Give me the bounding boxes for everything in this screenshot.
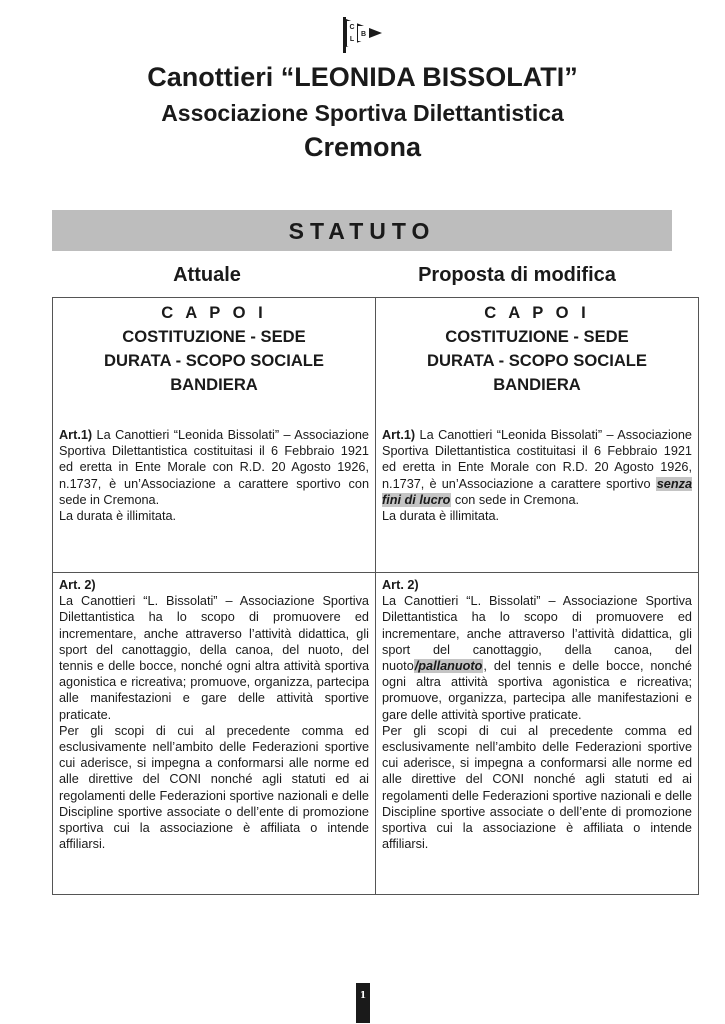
article-number: Art. 2) bbox=[59, 578, 96, 592]
capo-heading-proposal bbox=[382, 301, 692, 397]
article-text: La Canottieri “Leonida Bissolati” – Associazione Sportiva Dilettantistica costituitasi il 6 Febbraio 1921 ed eretta in Ente Morale con R.D. 20 Agosto 1926, n.1737, è un’Associazione a carattere sportivo con sede in Cremona. bbox=[59, 428, 369, 507]
capo-heading-current bbox=[59, 301, 369, 397]
column-header-current: Attuale bbox=[173, 264, 241, 286]
article-1-proposal bbox=[382, 427, 692, 508]
cell-current-art1 bbox=[53, 298, 376, 573]
cell-proposal-art1 bbox=[376, 298, 699, 573]
capo-line: COSTITUZIONE - SEDE bbox=[445, 327, 629, 346]
article-2-current-par2: Per gli scopi di cui al precedente comma ed esclusivamente nell’ambito delle Federazioni sportive cui aderisce, si impegna a conformarsi alle norme ed alle direttive del CONI nonché agli statuti ed ai regolamenti delle Federazioni sportive nazionali e delle Discipline sportive associate o dell’ente di promozione sportiva cui la associazione è affiliata o intende affiliarsi. bbox=[59, 723, 369, 852]
article-1-duration: La durata è illimitata. bbox=[59, 509, 177, 524]
statute-comparison-table bbox=[52, 297, 699, 895]
article-2-proposal-par2: Per gli scopi di cui al precedente comma ed esclusivamente nell’ambito delle Federazioni sportive cui aderisce, si impegna a conformarsi alle norme ed alle direttive del CONI nonché agli statuti ed ai regolamenti delle Federazioni sportive nazionali e delle Discipline sportive associate o dell’ente di promozione sportiva cui la associazione è affiliata o intende affiliarsi. bbox=[382, 723, 692, 852]
article-2-proposal-par1 bbox=[382, 593, 692, 723]
capo-line: COSTITUZIONE - SEDE bbox=[122, 327, 306, 346]
article-number: Art.1) bbox=[59, 428, 93, 442]
statuto-band: STATUTO bbox=[52, 210, 672, 251]
capo-number: C A P O I bbox=[161, 303, 267, 322]
capo-line: DURATA - SCOPO SOCIALE bbox=[103, 351, 325, 370]
page-number: 1 bbox=[356, 983, 370, 1023]
article-text: , del tennis e delle bocce, nonché ogni altra attività sportiva agonistica e ricreativa; promuove, organizza, partecipa alle manifestazioni e gare delle attività sportive praticate. bbox=[382, 659, 692, 722]
article-number: Art.1) bbox=[382, 428, 416, 442]
table-row-art2 bbox=[53, 573, 699, 895]
article-1-current bbox=[59, 427, 369, 508]
document-title: Canottieri “LEONIDA BISSOLATI” bbox=[147, 62, 578, 92]
logo-letter-c: C bbox=[349, 24, 355, 31]
cell-proposal-art2 bbox=[376, 573, 699, 895]
logo-letter-l: L bbox=[349, 36, 355, 43]
article-1-duration: La durata è illimitata. bbox=[382, 509, 500, 524]
capo-line: BANDIERA bbox=[170, 375, 258, 394]
logo-letter-b: B bbox=[360, 31, 367, 38]
club-pennant-logo bbox=[340, 16, 386, 54]
capo-number: C A P O I bbox=[484, 303, 590, 322]
article-text: La Canottieri “L. Bissolati” – Associazione Sportiva Dilettantistica ha lo scopo di promuovere ed incrementare, anche attraverso l’attività didattica, gli sport del canottaggio, della canoa, del nuoto bbox=[382, 594, 692, 674]
document-subtitle: Associazione Sportiva Dilettantistica bbox=[161, 100, 564, 126]
column-header-proposal: Proposta di modifica bbox=[418, 264, 616, 286]
article-text: La Canottieri “Leonida Bissolati” – Associazione Sportiva Dilettantistica costituitasi il 6 Febbraio 1921 ed eretta in Ente Morale con R.D. 20 Agosto 1926, n.1737, è un’Associazione a carattere sportivo bbox=[382, 428, 692, 491]
capo-line: BANDIERA bbox=[493, 375, 581, 394]
document-city: Cremona bbox=[303, 132, 422, 162]
cell-current-art2 bbox=[53, 573, 376, 895]
highlighted-amendment: /pallanuoto bbox=[414, 659, 483, 674]
article-2-current-par1: La Canottieri “L. Bissolati” – Associazione Sportiva Dilettantistica ha lo scopo di promuovere ed incrementare, anche attraverso l’attività didattica, gli sport del canottaggio, della canoa, del nuoto, del tennis e delle bocce, nonché ogni altra attività sportiva agonistica e ricreativa; promuove, organizza, partecipa alle manifestazioni e gare delle attività sportive praticate. bbox=[59, 594, 369, 722]
capo-line: DURATA - SCOPO SOCIALE bbox=[426, 351, 648, 370]
article-text: con sede in Cremona. bbox=[451, 492, 580, 507]
article-number: Art. 2) bbox=[382, 578, 419, 592]
table-row-capo-art1 bbox=[53, 298, 699, 573]
highlighted-amendment: senza fini di lucro bbox=[382, 476, 692, 507]
